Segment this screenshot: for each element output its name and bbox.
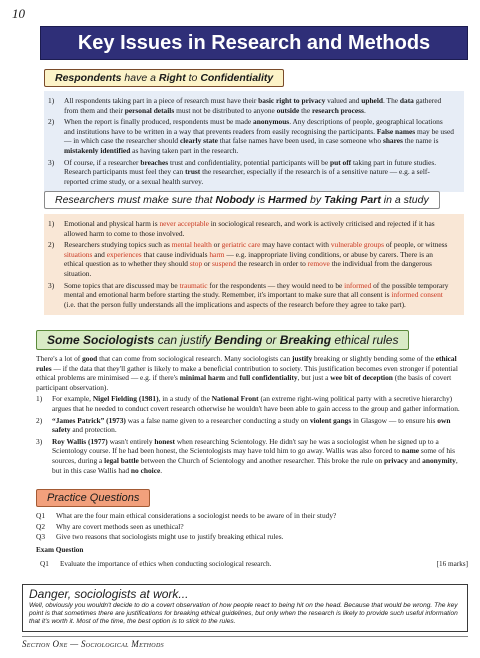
numbered-list [44,214,464,315]
header-text-part: Respondents [55,72,122,84]
list-item [48,96,454,115]
section-header [36,330,409,350]
section-header [44,191,440,209]
numbered-list [44,91,464,192]
header-text-part: Right [158,72,186,84]
header-text-part: in a study [380,194,429,206]
practice-question-number: Q2 [36,521,46,531]
list-item [48,240,454,278]
list-item-number: 2) [48,240,55,250]
header-text-part: Researchers must make sure that [55,194,216,206]
list-item-text: Emotional and physical harm is never acceptable in sociological research, and work is actively criticised and rejected if it has allowed harm to come to those involved. [64,219,435,238]
header-text-part: Nobody [215,194,255,206]
question-list [36,511,468,543]
list-item-text: “James Patrick” (1973) was a false name given to a researcher conducting a study on violent gangs in Glasgow — to ensure his own safety and protection. [52,415,451,435]
practice-questions [36,488,468,568]
list-item-text: For example, Nigel Fielding (1981), in a study of the National Front (an extreme right-wing political party with a secretive hierarchy) argues that he needed to conduct covert research otherwise he wouldn't have been able to gain access to the group and gather information. [52,394,460,413]
footer-rule [22,636,468,637]
section-bending-rules [36,330,468,477]
header-text-part: or [262,333,280,347]
list-item [48,158,454,187]
list-item [36,394,468,413]
header-text-part: by [307,194,325,206]
header-text-part: ethical rules [331,333,399,347]
practice-question [36,511,468,522]
practice-question-number: Q1 [36,511,46,520]
intro-paragraph: There's a lot of good that can come from sociological research. Many sociologists can justify breaking or slightly bending some of the ethical rules — if the data that they'll gather is likely to make a beneficial contribution to society. This justification becomes even stronger if potential ethical problems are minimised — e.g. if there's minimal harm and full confidentiality, but just a wee bit of deception (the basis of covert participant observation). [36,354,458,392]
section-confidentiality [44,68,464,192]
list-item-text: Some topics that are discussed may be traumatic for the respondents — they would need to be informed of the possible temporary mental and emotional harm before starting the study. Remember, it's important to make sure that all consent is informed consent (i.e. that the person fully understands all the implications and aspects of the research before they agree to take part). [64,280,449,309]
header-text-part: Confidentiality [200,72,274,84]
page-title: Key Issues in Research and Methods [40,26,468,60]
header-text-part: Breaking [279,333,332,347]
list-item-number: 3) [36,436,43,446]
list-item-number: 2) [48,117,55,127]
list-item [48,219,454,238]
exam-question-number: Q1 [40,559,49,568]
header-text-part: Bending [214,333,263,347]
danger-title: Danger, sociologists at work... [29,587,189,601]
section-harm [44,190,464,315]
exam-question-text: Evaluate the importance of ethics when conducting sociological research. [60,559,272,568]
section-header [44,69,284,87]
exam-question-marks: [16 marks] [436,559,468,568]
footer-section-label: Section One — Sociological Methods [22,639,164,649]
list-item [36,416,468,435]
list-item-number: 1) [36,394,43,404]
practice-header: Practice Questions [36,489,150,507]
list-item-text: When the report is finally produced, respondents must be made anonymous. Any descriptions of people, geographical locations and institutions have to be written in a way that prevents readers from easily recognising the participants. False names may be used — in which case the researcher should clearly state that false names have been used, in case someone who shares the name is mistakenly identified as having taken part in the research. [64,117,454,155]
practice-question-text: Give two reasons that sociologists might use to justify breaking ethical rules. [56,532,284,541]
practice-question-number: Q3 [36,532,46,541]
practice-question [36,532,468,543]
list-item-number: 1) [48,96,55,105]
list-item-text: Roy Wallis (1977) wasn't entirely honest when researching Scientology. He didn't say he was a sociologist when he signed up to a Scientology course. If he had been honest, the Scientologists may have told him to go away. Wallis was also forced to name some of his sources, during a legal battle between the Church of Scientology and another researcher. This broke the rule on privacy and anonymity, but in this case Wallis had no choice. [52,436,458,475]
exam-question [36,560,468,568]
numbered-list [36,394,468,475]
practice-question [36,522,468,533]
practice-question-text: What are the four main ethical considerations a sociologist needs to be aware of in their study? [56,511,337,520]
list-item [48,281,454,310]
list-item [48,117,454,155]
danger-box [22,584,468,632]
header-text-part: have a [121,72,159,84]
list-item-number: 3) [48,280,55,290]
header-text-part: Taking Part [324,194,381,206]
exam-question-title: Exam Question [36,545,84,554]
list-item-text: Of course, if a researcher breaches trust and confidentiality, potential participants will be put off taking part in future studies. Research participants must feel they can trust the researcher, especially if the research is of a sensitive nature — e.g. a self-reported crime study, or a sexual health survey. [64,157,437,186]
header-text-part: can justify [154,333,215,347]
page-number: 10 [12,6,25,21]
list-item-number: 2) [36,415,43,425]
header-text-part: to [185,72,201,84]
list-item-number: 1) [48,219,55,228]
list-item-text: All respondents taking part in a piece of research must have their basic right to privacy valued and upheld. The data gathered from them and their personal details must not be distributed to anyone outside the research process. [64,96,442,115]
header-text-part: Harmed [267,194,308,206]
list-item [36,437,468,475]
practice-question-text: Why are covert methods seen as unethical? [56,521,184,531]
header-text-part: is [254,194,268,206]
danger-text: Well, obviously you wouldn't decide to do a covert observation of how people react to being hit on the head. Because that would be wrong. The key point is that sometimes there are justifications for breaking ethical guidelines, but only when the research is likely to provide such useful information that it's worth it. Most of the time, the best option is to stick to the rules. [29,602,458,626]
list-item-text: Researchers studying topics such as mental health or geriatric care may have contact with vulnerable groups of people, or witness situations and experiences that cause individuals harm — e.g. inappropriate living conditions, or abuse by carers. There is an ethical question as to whether they should stop or suspend the research in order to remove the individual from the dangerous situation. [64,240,448,278]
list-item-number: 3) [48,157,55,167]
header-text-part: Some Sociologists [47,333,155,347]
